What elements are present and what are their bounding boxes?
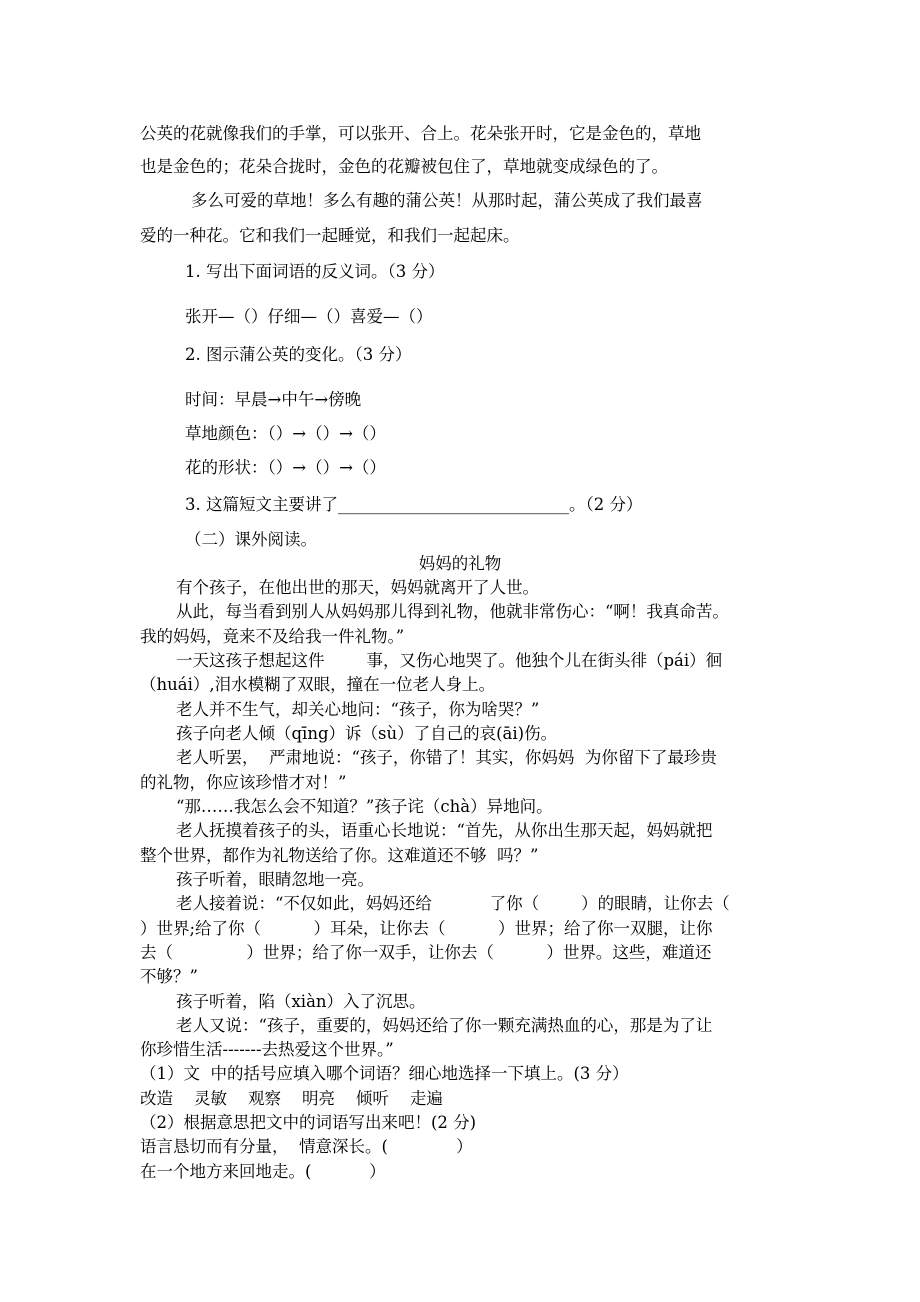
exercise-2: （2）根据意思把文中的词语写出来吧！(2 分) bbox=[140, 1113, 477, 1132]
passage-line: 老人接着说：“不仅如此，妈妈还给 了你（ ）的眼睛，让你去（ bbox=[176, 894, 730, 913]
question-2-time: 时间：早晨→中午→傍晚 bbox=[185, 390, 362, 409]
passage-line: 老人又说：“孩子，重要的，妈妈还给了你一颗充满热血的心，那是为了让 bbox=[176, 1016, 713, 1035]
passage-line: 爱的一种花。它和我们一起睡觉，和我们一起起床。 bbox=[140, 226, 520, 245]
passage-line: “那……我怎么会不知道？”孩子诧（chà）异地问。 bbox=[176, 797, 553, 816]
passage-line: 老人抚摸着孩子的头，语重心长地说：“首先，从你出生那天起，妈妈就把 bbox=[176, 821, 713, 840]
passage-line: 多么可爱的草地！多么有趣的蒲公英！从那时起，蒲公英成了我们最喜 bbox=[191, 191, 703, 210]
question-1: 1. 写出下面词语的反义词。（3 分） bbox=[185, 262, 445, 281]
passage-line: 孩子听着，眼睛忽地一亮。 bbox=[176, 870, 374, 889]
passage-line: （huái）,泪水模糊了双眼，撞在一位老人身上。 bbox=[140, 675, 496, 694]
exercise-2-item: 在一个地方来回地走。( ） bbox=[140, 1162, 386, 1181]
passage-line: 从此，每当看到别人从妈妈那儿得到礼物，他就非常伤心：“啊！我真命苦。 bbox=[176, 602, 729, 621]
exercise-1: （1）文 中的括号应填入哪个词语？细心地选择一下填上。(3 分） bbox=[140, 1064, 629, 1083]
question-2-shape: 花的形状：（）→（）→（） bbox=[185, 458, 386, 477]
passage-line: 你珍惜生活-------去热爱这个世界。” bbox=[140, 1040, 394, 1059]
question-3: 3. 这篇短文主要讲了____________________________。（2 分） bbox=[185, 495, 643, 514]
passage-line: 孩子向老人倾（qīng）诉（sù）了自己的哀(āi)伤。 bbox=[176, 724, 558, 743]
passage-line: 一天这孩子想起这件 事，又伤心地哭了。他独个儿在街头徘（pái）徊 bbox=[176, 651, 723, 670]
passage-line: 的礼物，你应该珍惜才对！” bbox=[140, 773, 347, 792]
passage-line: 我的妈妈，竟来不及给我一件礼物。” bbox=[140, 627, 405, 646]
passage-line: 不够？” bbox=[140, 967, 198, 986]
passage-line: ）世界;给了你（ ）耳朵，让你去（ ）世界；给了你一双腿，让你 bbox=[140, 919, 713, 938]
section-heading: （二）课外阅读。 bbox=[185, 530, 317, 549]
question-2-color: 草地颜色：（）→（）→（） bbox=[185, 424, 386, 443]
question-1-answer: 张开—（）仔细—（）喜爱—（） bbox=[185, 307, 433, 326]
passage-line: 也是金色的；花朵合拢时，金色的花瓣被包住了，草地就变成绿色的了。 bbox=[140, 157, 668, 176]
passage-line: 有个孩子，在他出世的那天，妈妈就离开了人世。 bbox=[176, 578, 539, 597]
passage-line: 老人并不生气，却关心地问：“孩子，你为啥哭？” bbox=[176, 700, 540, 719]
passage-line: 整个世界，都作为礼物送给了你。这难道还不够 吗？” bbox=[140, 846, 539, 865]
passage-line: 孩子听着，陷（xiàn）入了沉思。 bbox=[176, 992, 426, 1011]
passage-line: 去（ ）世界；给了你一双手，让你去（ ）世界。这些，难道还 bbox=[140, 943, 712, 962]
question-2: 2. 图示蒲公英的变化。（3 分） bbox=[185, 345, 412, 364]
passage-title: 妈妈的礼物 bbox=[418, 554, 502, 573]
word-choices: 改造 灵敏 观察 明亮 倾听 走遍 bbox=[140, 1089, 443, 1108]
passage-line: 老人听罢， 严肃地说：“孩子，你错了！其实，你妈妈 为你留下了最珍贵 bbox=[176, 748, 717, 767]
exercise-2-item: 语言恳切而有分量， 情意深长。( ） bbox=[140, 1137, 473, 1156]
passage-line: 公英的花就像我们的手掌，可以张开、合上。花朵张开时，它是金色的，草地 bbox=[140, 124, 701, 143]
